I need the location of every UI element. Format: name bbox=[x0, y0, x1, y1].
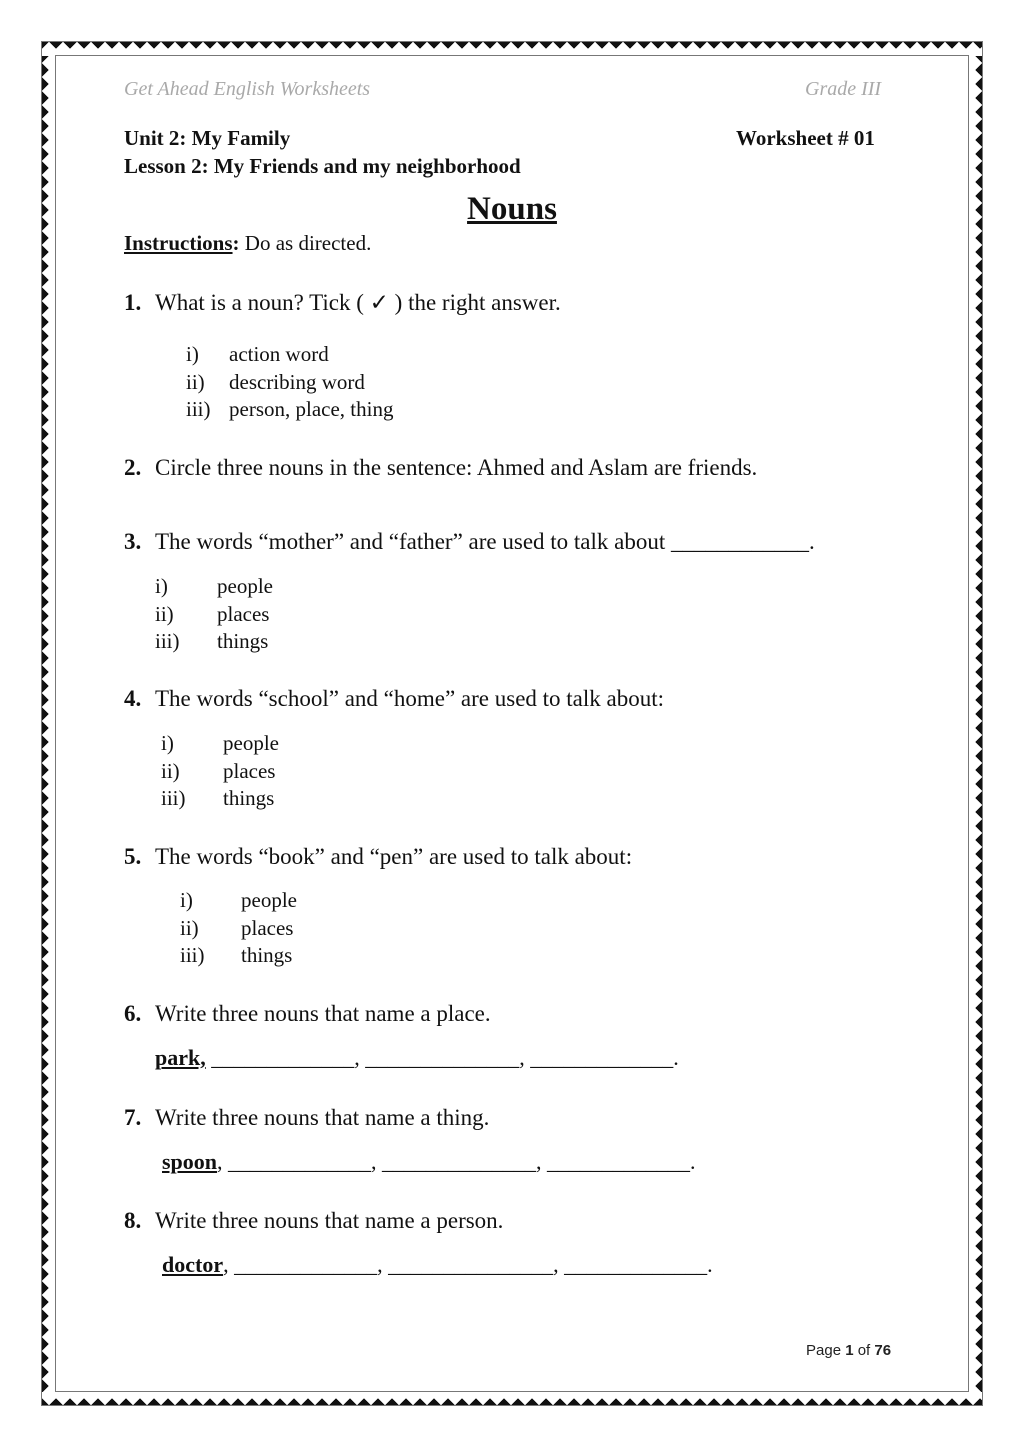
answer-blanks: , _____________, _______________, _____________. bbox=[223, 1252, 713, 1277]
answer-line-place[interactable] bbox=[155, 1045, 679, 1071]
question-number: 6. bbox=[124, 1001, 142, 1026]
question-number: 2. bbox=[124, 455, 142, 480]
option-row[interactable] bbox=[180, 888, 297, 913]
option-row[interactable] bbox=[180, 916, 293, 941]
option-numeral: ii) bbox=[155, 602, 174, 626]
worksheet-number: Worksheet # 01 bbox=[736, 126, 875, 150]
question-number: 4. bbox=[124, 686, 142, 711]
zigzag-border-left bbox=[42, 56, 55, 1392]
question-1 bbox=[124, 290, 561, 316]
question-text: The words “book” and “pen” are used to talk about: bbox=[155, 844, 633, 869]
series-title: Get Ahead English Worksheets bbox=[124, 78, 371, 100]
example-answer: doctor bbox=[162, 1252, 224, 1277]
zigzag-border-top bbox=[42, 42, 982, 55]
option-text: people bbox=[241, 888, 297, 912]
option-numeral: i) bbox=[180, 888, 193, 912]
example-answer: spoon bbox=[162, 1149, 218, 1174]
option-numeral: ii) bbox=[186, 370, 205, 394]
option-row[interactable] bbox=[161, 731, 279, 756]
example-answer: park, bbox=[155, 1045, 206, 1070]
option-text: things bbox=[223, 786, 275, 810]
option-text: describing word bbox=[229, 370, 365, 394]
option-text: person, place, thing bbox=[229, 397, 394, 421]
option-numeral: iii) bbox=[155, 629, 180, 653]
question-7 bbox=[124, 1105, 489, 1131]
option-row[interactable] bbox=[186, 342, 329, 367]
question-4 bbox=[124, 686, 664, 712]
option-row[interactable] bbox=[161, 759, 275, 784]
instructions-text: Do as directed. bbox=[239, 231, 372, 255]
question-8 bbox=[124, 1208, 503, 1234]
zigzag-border-bottom bbox=[42, 1392, 982, 1405]
question-text: The words “mother” and “father” are used to talk about ____________. bbox=[155, 529, 815, 554]
zigzag-border-right bbox=[969, 56, 982, 1392]
question-number: 3. bbox=[124, 529, 142, 554]
option-numeral: iii) bbox=[180, 943, 205, 967]
option-numeral: i) bbox=[186, 342, 199, 366]
instructions-colon: : bbox=[232, 231, 240, 255]
question-text: Write three nouns that name a place. bbox=[155, 1001, 491, 1026]
page-of: of bbox=[853, 1342, 875, 1359]
question-6 bbox=[124, 1001, 491, 1027]
page-prefix: Page bbox=[806, 1342, 846, 1359]
instructions bbox=[124, 231, 371, 256]
question-text: What is a noun? Tick ( ✓ ) the right answer. bbox=[155, 290, 561, 315]
question-5 bbox=[124, 844, 632, 870]
option-row[interactable] bbox=[155, 629, 268, 654]
option-text: places bbox=[223, 759, 276, 783]
question-text: The words “school” and “home” are used to talk about: bbox=[155, 686, 665, 711]
option-row[interactable] bbox=[180, 943, 292, 968]
total-pages: 76 bbox=[874, 1342, 892, 1359]
option-numeral: ii) bbox=[180, 916, 199, 940]
page-number bbox=[806, 1342, 891, 1359]
option-text: things bbox=[217, 629, 269, 653]
answer-blanks: _____________, ______________, _____________. bbox=[205, 1045, 679, 1070]
answer-line-person[interactable] bbox=[162, 1252, 713, 1278]
option-row[interactable] bbox=[186, 397, 393, 422]
grade-label: Grade III bbox=[805, 78, 882, 100]
question-number: 1. bbox=[124, 290, 142, 315]
option-numeral: i) bbox=[161, 731, 174, 755]
question-text: Write three nouns that name a thing. bbox=[155, 1105, 490, 1130]
option-row[interactable] bbox=[161, 786, 274, 811]
option-row[interactable] bbox=[155, 602, 269, 627]
question-number: 7. bbox=[124, 1105, 142, 1130]
page-title: Nouns bbox=[467, 191, 557, 227]
option-text: action word bbox=[229, 342, 329, 366]
option-numeral: ii) bbox=[161, 759, 180, 783]
option-row[interactable] bbox=[186, 370, 365, 395]
current-page: 1 bbox=[845, 1342, 854, 1359]
question-text: Circle three nouns in the sentence: Ahmed and Aslam are friends. bbox=[155, 455, 758, 480]
instructions-label: Instructions bbox=[124, 231, 233, 255]
question-number: 5. bbox=[124, 844, 142, 869]
option-text: people bbox=[223, 731, 279, 755]
option-row[interactable] bbox=[155, 574, 273, 599]
option-text: places bbox=[217, 602, 270, 626]
answer-line-thing[interactable] bbox=[162, 1149, 696, 1175]
question-2 bbox=[124, 455, 757, 481]
option-text: things bbox=[241, 943, 293, 967]
option-numeral: iii) bbox=[161, 786, 186, 810]
question-text: Write three nouns that name a person. bbox=[155, 1208, 504, 1233]
answer-blanks: , _____________, ______________, _____________. bbox=[217, 1149, 696, 1174]
option-numeral: iii) bbox=[186, 397, 211, 421]
question-3 bbox=[124, 529, 815, 555]
option-numeral: i) bbox=[155, 574, 168, 598]
option-text: places bbox=[241, 916, 294, 940]
option-text: people bbox=[217, 574, 273, 598]
lesson-title: Lesson 2: My Friends and my neighborhood bbox=[124, 154, 521, 178]
unit-title: Unit 2: My Family bbox=[124, 126, 291, 150]
question-number: 8. bbox=[124, 1208, 142, 1233]
